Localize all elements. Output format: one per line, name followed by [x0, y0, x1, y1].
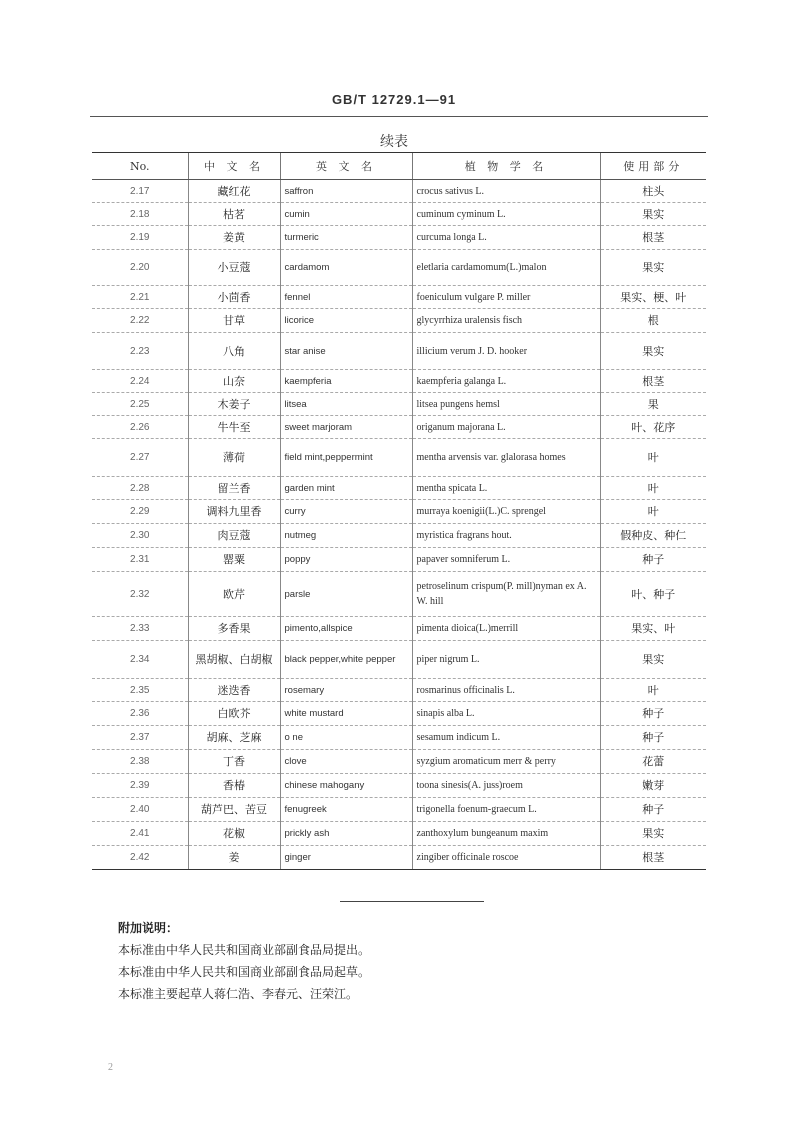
notes-line: 本标准主要起草人蒋仁浩、李春元、汪荣江。: [118, 987, 359, 1001]
notes-line: 本标准由中华人民共和国商业部副食品局起草。: [118, 965, 371, 979]
cell-botanical-name: origanum majorana L.: [412, 416, 600, 439]
cell-part-used: 根茎: [600, 370, 706, 393]
table-row: [92, 250, 706, 286]
cell-part-used: 根: [600, 309, 706, 333]
cell-english-name: cumin: [280, 203, 412, 226]
cell-chinese-name: 牛牛至: [188, 416, 280, 439]
cell-botanical-name: piper nigrum L.: [412, 641, 600, 679]
cell-botanical-name: kaempferia galanga L.: [412, 370, 600, 393]
table-row: [92, 774, 706, 798]
cell-chinese-name: 肉豆蔻: [188, 524, 280, 548]
cell-part-used: 果实: [600, 203, 706, 226]
cell-english-name: sweet marjoram: [280, 416, 412, 439]
cell-part-used: 果: [600, 393, 706, 416]
cell-part-used: 嫩芽: [600, 774, 706, 798]
table-row: [92, 370, 706, 393]
cell-no: 2.42: [92, 846, 188, 870]
cell-chinese-name: 罂粟: [188, 548, 280, 572]
cell-english-name: curry: [280, 500, 412, 524]
cell-no: 2.34: [92, 641, 188, 679]
cell-part-used: 花蕾: [600, 750, 706, 774]
cell-botanical-name: sinapis alba L.: [412, 702, 600, 726]
cell-botanical-name: cuminum cyminum L.: [412, 203, 600, 226]
cell-english-name: licorice: [280, 309, 412, 333]
col-header-part-used: 使用部分: [600, 153, 706, 180]
cell-botanical-name: pimenta dioica(L.)merrill: [412, 617, 600, 641]
cell-botanical-name: petroselinum crispum(P. mill)nyman ex A. W. hill: [412, 572, 600, 617]
notes-line: 本标准由中华人民共和国商业部副食品局提出。: [118, 943, 371, 957]
cell-english-name: nutmeg: [280, 524, 412, 548]
table-row: [92, 309, 706, 333]
cell-chinese-name: 迷迭香: [188, 679, 280, 702]
cell-chinese-name: 山奈: [188, 370, 280, 393]
cell-no: 2.32: [92, 572, 188, 617]
cell-botanical-name: syzgium aromaticum merr & perry: [412, 750, 600, 774]
cell-chinese-name: 调料九里香: [188, 500, 280, 524]
header-rule: [90, 116, 708, 117]
cell-english-name: parsle: [280, 572, 412, 617]
cell-no: 2.28: [92, 477, 188, 500]
cell-part-used: 种子: [600, 726, 706, 750]
cell-chinese-name: 木姜子: [188, 393, 280, 416]
cell-botanical-name: toona sinesis(A. juss)roem: [412, 774, 600, 798]
cell-chinese-name: 葫芦巴、苦豆: [188, 798, 280, 822]
cell-botanical-name: trigonella foenum-graecum L.: [412, 798, 600, 822]
cell-chinese-name: 胡麻、芝麻: [188, 726, 280, 750]
cell-no: 2.30: [92, 524, 188, 548]
cell-part-used: 叶、种子: [600, 572, 706, 617]
cell-chinese-name: 留兰香: [188, 477, 280, 500]
cell-english-name: star anise: [280, 333, 412, 370]
cell-chinese-name: 多香果: [188, 617, 280, 641]
table-row: [92, 750, 706, 774]
cell-part-used: 假种皮、种仁: [600, 524, 706, 548]
table-row: [92, 702, 706, 726]
table-header-row: [92, 153, 706, 180]
cell-english-name: saffron: [280, 180, 412, 203]
cell-part-used: 叶: [600, 679, 706, 702]
table-row: [92, 822, 706, 846]
table-row: [92, 846, 706, 870]
cell-english-name: ginger: [280, 846, 412, 870]
cell-english-name: kaempferia: [280, 370, 412, 393]
table-row: [92, 393, 706, 416]
cell-no: 2.25: [92, 393, 188, 416]
cell-no: 2.20: [92, 250, 188, 286]
cell-chinese-name: 香椿: [188, 774, 280, 798]
cell-part-used: 柱头: [600, 180, 706, 203]
col-header-english-name: 英 文 名: [280, 153, 412, 180]
table-row: [92, 726, 706, 750]
cell-no: 2.39: [92, 774, 188, 798]
cell-botanical-name: illicium verum J. D. hooker: [412, 333, 600, 370]
table-row: [92, 524, 706, 548]
table-row: [92, 477, 706, 500]
spice-table: [92, 152, 706, 870]
cell-chinese-name: 花椒: [188, 822, 280, 846]
cell-no: 2.24: [92, 370, 188, 393]
cell-botanical-name: curcuma longa L.: [412, 226, 600, 250]
cell-chinese-name: 姜: [188, 846, 280, 870]
cell-part-used: 果实: [600, 641, 706, 679]
cell-botanical-name: mentha spicata L.: [412, 477, 600, 500]
page-number: 2: [108, 1062, 113, 1073]
cell-part-used: 果实、叶: [600, 617, 706, 641]
cell-english-name: chinese mahogany: [280, 774, 412, 798]
cell-no: 2.26: [92, 416, 188, 439]
cell-botanical-name: glycyrrhiza uralensis fisch: [412, 309, 600, 333]
notes-heading: 附加说明：: [118, 921, 179, 935]
cell-no: 2.18: [92, 203, 188, 226]
cell-botanical-name: mentha arvensis var. glalorasa homes: [412, 439, 600, 477]
cell-english-name: garden mint: [280, 477, 412, 500]
cell-no: 2.29: [92, 500, 188, 524]
cell-english-name: litsea: [280, 393, 412, 416]
cell-botanical-name: papaver somniferum L.: [412, 548, 600, 572]
cell-chinese-name: 薄荷: [188, 439, 280, 477]
table-row: [92, 798, 706, 822]
end-rule: [340, 901, 484, 902]
table-row: [92, 226, 706, 250]
table-row: [92, 500, 706, 524]
cell-part-used: 根茎: [600, 226, 706, 250]
additional-notes: [118, 917, 370, 1005]
table-row: [92, 679, 706, 702]
cell-botanical-name: rosmarinus officinalis L.: [412, 679, 600, 702]
cell-no: 2.31: [92, 548, 188, 572]
cell-part-used: 果实、梗、叶: [600, 286, 706, 309]
cell-part-used: 果实: [600, 822, 706, 846]
cell-part-used: 种子: [600, 798, 706, 822]
cell-english-name: cardamom: [280, 250, 412, 286]
cell-no: 2.21: [92, 286, 188, 309]
cell-no: 2.37: [92, 726, 188, 750]
cell-no: 2.40: [92, 798, 188, 822]
table-row: [92, 180, 706, 203]
cell-chinese-name: 小茴香: [188, 286, 280, 309]
cell-english-name: black pepper,white pepper: [280, 641, 412, 679]
cell-english-name: fennel: [280, 286, 412, 309]
cell-no: 2.27: [92, 439, 188, 477]
cell-no: 2.17: [92, 180, 188, 203]
cell-chinese-name: 黑胡椒、白胡椒: [188, 641, 280, 679]
table-row: [92, 439, 706, 477]
cell-part-used: 叶: [600, 477, 706, 500]
col-header-chinese-name: 中 文 名: [188, 153, 280, 180]
cell-no: 2.23: [92, 333, 188, 370]
cell-no: 2.41: [92, 822, 188, 846]
cell-no: 2.19: [92, 226, 188, 250]
cell-botanical-name: sesamum indicum L.: [412, 726, 600, 750]
cell-english-name: field mint,peppermint: [280, 439, 412, 477]
standard-number: GB/T 12729.1—91: [331, 92, 457, 107]
col-header-botanical-name: 植 物 学 名: [412, 153, 600, 180]
table-row: [92, 286, 706, 309]
cell-english-name: clove: [280, 750, 412, 774]
table-row: [92, 617, 706, 641]
cell-english-name: turmeric: [280, 226, 412, 250]
cell-part-used: 叶: [600, 500, 706, 524]
table-row: [92, 416, 706, 439]
cell-botanical-name: myristica fragrans hout.: [412, 524, 600, 548]
cell-botanical-name: zingiber officinale roscoe: [412, 846, 600, 870]
table-body: [92, 180, 706, 870]
cell-botanical-name: crocus sativus L.: [412, 180, 600, 203]
cell-botanical-name: foeniculum vulgare P. miller: [412, 286, 600, 309]
cell-botanical-name: zanthoxylum bungeanum maxim: [412, 822, 600, 846]
cell-part-used: 果实: [600, 333, 706, 370]
cell-botanical-name: murraya koenigii(L.)C. sprengel: [412, 500, 600, 524]
cell-botanical-name: litsea pungens hemsl: [412, 393, 600, 416]
cell-chinese-name: 枯茗: [188, 203, 280, 226]
cell-english-name: o ne: [280, 726, 412, 750]
cell-part-used: 叶: [600, 439, 706, 477]
cell-english-name: pimento,allspice: [280, 617, 412, 641]
cell-part-used: 叶、花序: [600, 416, 706, 439]
cell-chinese-name: 八角: [188, 333, 280, 370]
cell-part-used: 种子: [600, 548, 706, 572]
cell-chinese-name: 姜黄: [188, 226, 280, 250]
cell-english-name: rosemary: [280, 679, 412, 702]
cell-english-name: white mustard: [280, 702, 412, 726]
cell-chinese-name: 藏红花: [188, 180, 280, 203]
cell-english-name: fenugreek: [280, 798, 412, 822]
cell-no: 2.22: [92, 309, 188, 333]
table-row: [92, 333, 706, 370]
cell-no: 2.33: [92, 617, 188, 641]
cell-chinese-name: 小豆蔻: [188, 250, 280, 286]
table-caption: 续表: [380, 134, 408, 150]
table-row: [92, 548, 706, 572]
cell-no: 2.36: [92, 702, 188, 726]
cell-part-used: 根茎: [600, 846, 706, 870]
cell-chinese-name: 甘草: [188, 309, 280, 333]
cell-chinese-name: 丁香: [188, 750, 280, 774]
cell-botanical-name: eletlaria cardamomum(L.)malon: [412, 250, 600, 286]
cell-english-name: poppy: [280, 548, 412, 572]
cell-no: 2.38: [92, 750, 188, 774]
cell-chinese-name: 欧芹: [188, 572, 280, 617]
cell-english-name: prickly ash: [280, 822, 412, 846]
cell-part-used: 果实: [600, 250, 706, 286]
col-header-no: No.: [92, 153, 188, 180]
cell-part-used: 种子: [600, 702, 706, 726]
table-row: [92, 203, 706, 226]
table-row: [92, 572, 706, 617]
table-row: [92, 641, 706, 679]
cell-no: 2.35: [92, 679, 188, 702]
cell-chinese-name: 白欧芥: [188, 702, 280, 726]
